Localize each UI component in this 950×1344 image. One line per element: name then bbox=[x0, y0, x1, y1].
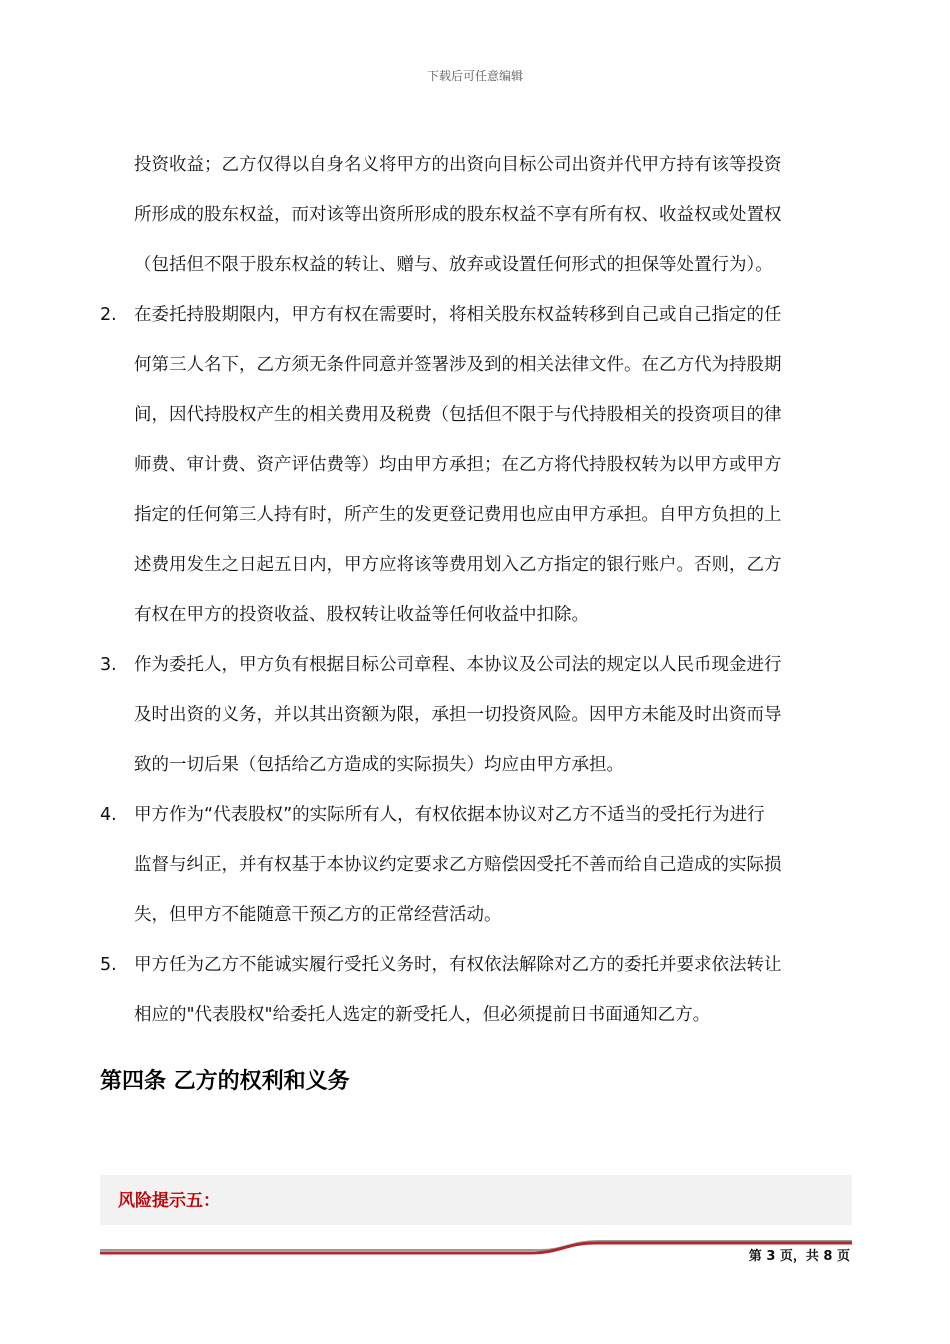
footer-decorative-line bbox=[100, 1238, 852, 1256]
text-line: 所形成的股东权益，而对该等出资所形成的股东权益不享有所有权、收益权或处置权 bbox=[134, 205, 782, 225]
text-line: 失，但甲方不能随意干预乙方的正常经营活动。 bbox=[134, 905, 502, 925]
list-item-5 bbox=[100, 940, 852, 1040]
text-line: 作为委托人，甲方负有根据目标公司章程、本协议及公司法的规定以人民币现金进行 bbox=[134, 655, 782, 675]
text-line: 甲方任为乙方不能诚实履行受托义务时，有权依法解除对乙方的委托并要求依法转让 bbox=[134, 955, 782, 975]
text-line: 相应的"代表股权"给委托人选定的新受托人，但必须提前日书面通知乙方。 bbox=[134, 1005, 711, 1025]
text-line: 致的一切后果（包括给乙方造成的实际损失）均应由甲方承担。 bbox=[134, 755, 624, 775]
text-line: （包括但不限于股东权益的转让、赠与、放弃或设置任何形式的担保等处置行为）。 bbox=[134, 255, 773, 275]
list-number: 2. bbox=[100, 305, 117, 325]
list-number: 4. bbox=[100, 805, 117, 825]
text-line: 师费、审计费、资产评估费等）均由甲方承担；在乙方将代持股权转为以甲方或甲方 bbox=[134, 455, 782, 475]
text-line: 间，因代持股权产生的相关费用及税费（包括但不限于与代持股相关的投资项目的律 bbox=[134, 405, 782, 425]
text-line: 述费用发生之日起五日内，甲方应将该等费用划入乙方指定的银行账户。否则，乙方 bbox=[134, 555, 782, 575]
list-number: 5. bbox=[100, 955, 117, 975]
text-line: 在委托持股期限内，甲方有权在需要时，将相关股东权益转移到自己或自己指定的任 bbox=[134, 305, 782, 325]
page-watermark: 下载后可任意编辑 bbox=[426, 69, 523, 83]
list-number: 3. bbox=[100, 655, 117, 675]
list-item-2 bbox=[100, 290, 852, 640]
risk-notice-label: 风险提示五： bbox=[118, 1191, 220, 1211]
text-line: 投资收益；乙方仅得以自身名义将甲方的出资向目标公司出资并代甲方持有该等投资 bbox=[134, 155, 782, 175]
text-line: 监督与纠正，并有权基于本协议约定要求乙方赔偿因受托不善而给自己造成的实际损 bbox=[134, 855, 782, 875]
text-line: 有权在甲方的投资收益、股权转让收益等任何收益中扣除。 bbox=[134, 605, 589, 625]
list-item-3 bbox=[100, 640, 852, 790]
section-heading: 第四条 乙方的权利和义务 bbox=[100, 1069, 350, 1094]
text-line: 指定的任何第三人持有时，所产生的发更登记费用也应由甲方承担。自甲方负担的上 bbox=[134, 505, 782, 525]
document-body bbox=[100, 140, 852, 1040]
text-line: 何第三人名下，乙方须无条件同意并签署涉及到的相关法律文件。在乙方代为持股期 bbox=[134, 355, 782, 375]
text-line: 及时出资的义务，并以其出资额为限，承担一切投资风险。因甲方未能及时出资而导 bbox=[134, 705, 782, 725]
list-item-4 bbox=[100, 790, 852, 940]
page-number: 第 3 页，共 8 页 bbox=[748, 1249, 850, 1264]
continuation-paragraph bbox=[100, 140, 852, 290]
risk-notice-box bbox=[100, 1175, 852, 1225]
text-line: 甲方作为“代表股权”的实际所有人，有权依据本协议对乙方不适当的受托行为进行 bbox=[134, 805, 765, 825]
